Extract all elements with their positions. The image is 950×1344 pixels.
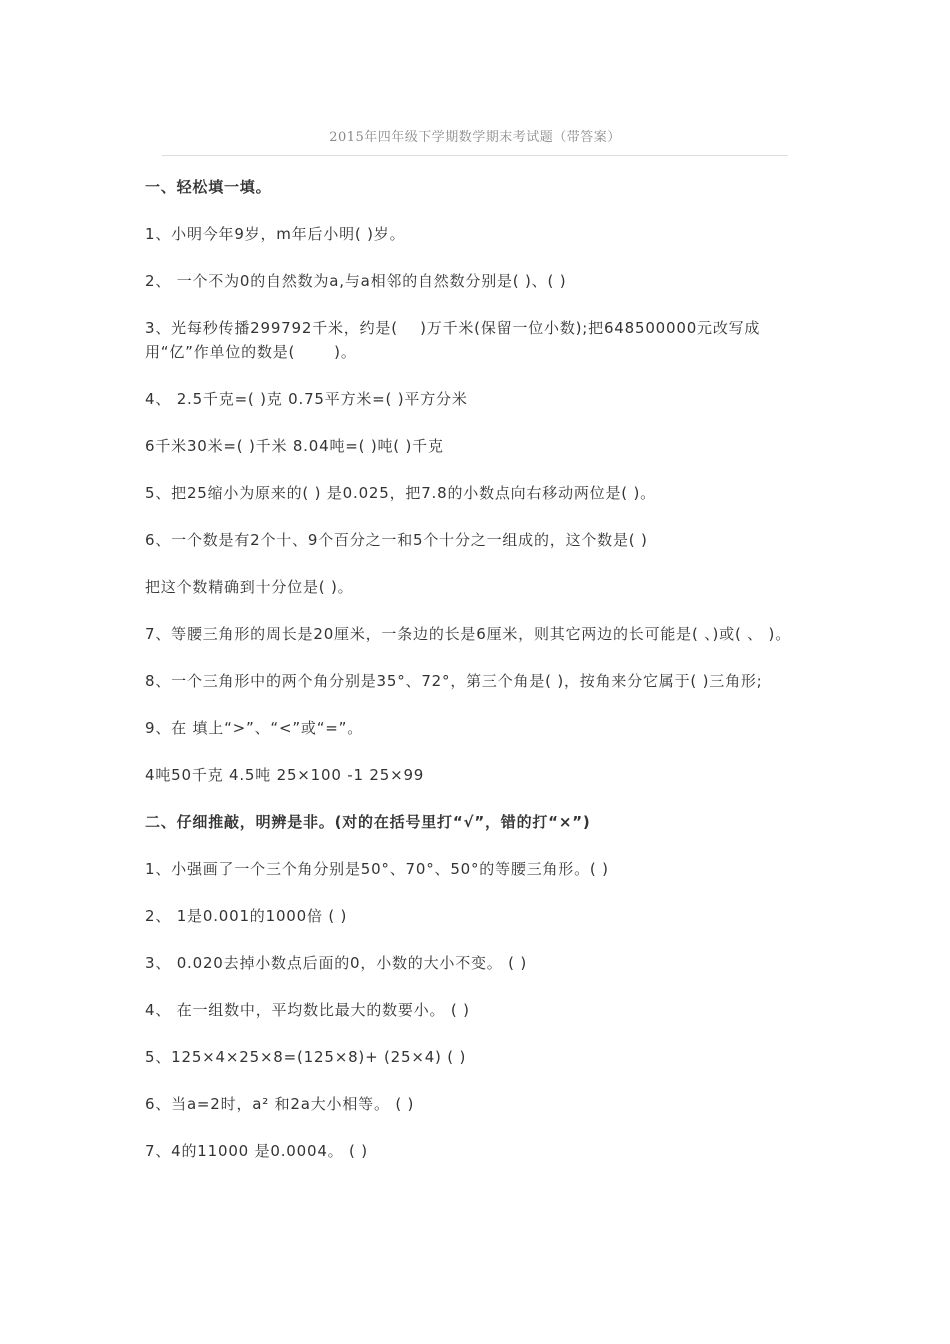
question-line: 把这个数精确到十分位是( )。 bbox=[145, 578, 354, 596]
question-line: 5、125×4×25×8=(125×8)+ (25×4) ( ) bbox=[145, 1048, 467, 1066]
section-title-true-false: 二、仔细推敲，明辨是非。(对的在括号里打“√”，错的打“×”) bbox=[145, 813, 591, 831]
question-line: 2、 1是0.001的1000倍 ( ) bbox=[145, 907, 348, 925]
question-line: 1、小强画了一个三个角分别是50°、70°、50°的等腰三角形。( ) bbox=[145, 860, 609, 878]
question-line: 6、当a=2时，a² 和2a大小相等。 ( ) bbox=[145, 1095, 415, 1113]
question-line: 6千米30米=( )千米 8.04吨=( )吨( )千克 bbox=[145, 437, 444, 455]
question-line: 2、 一个不为0的自然数为a,与a相邻的自然数分别是( )、( ) bbox=[145, 272, 567, 290]
question-line: 6、一个数是有2个十、9个百分之一和5个十分之一组成的，这个数是( ) bbox=[145, 531, 648, 549]
question-line: 7、4的11000 是0.0004。 ( ) bbox=[145, 1142, 368, 1160]
question-line: 4、 在一组数中，平均数比最大的数要小。 ( ) bbox=[145, 1001, 470, 1019]
header-divider bbox=[162, 155, 788, 156]
question-line: 7、等腰三角形的周长是20厘米，一条边的长是6厘米，则其它两边的长可能是( 、)或( 、 )。 bbox=[145, 625, 791, 643]
question-line: 4、 2.5千克=( )克 0.75平方米=( )平方分米 bbox=[145, 390, 468, 408]
question-line: 1、小明今年9岁，m年后小明( )岁。 bbox=[145, 225, 406, 243]
question-line: 5、把25缩小为原来的( ) 是0.025，把7.8的小数点向右移动两位是( )。 bbox=[145, 484, 656, 502]
question-line: 8、一个三角形中的两个角分别是35°、72°，第三个角是( )，按角来分它属于( )三角形; bbox=[145, 672, 763, 690]
question-line: 3、 0.020去掉小数点后面的0，小数的大小不变。 ( ) bbox=[145, 954, 528, 972]
section-title-fill-in: 一、轻松填一填。 bbox=[145, 178, 272, 196]
question-line: 3、光每秒传播299792千米，约是( )万千米(保留一位小数);把648500000元改写成用“亿”作单位的数是( )。 bbox=[145, 319, 761, 361]
question-line: 9、在 填上“>”、“<”或“=”。 bbox=[145, 719, 364, 737]
question-line: 4吨50千克 4.5吨 25×100 -1 25×99 bbox=[145, 766, 425, 784]
document-body bbox=[145, 175, 810, 1186]
document-title: 2015年四年级下学期数学期末考试题（带答案） bbox=[329, 130, 621, 145]
